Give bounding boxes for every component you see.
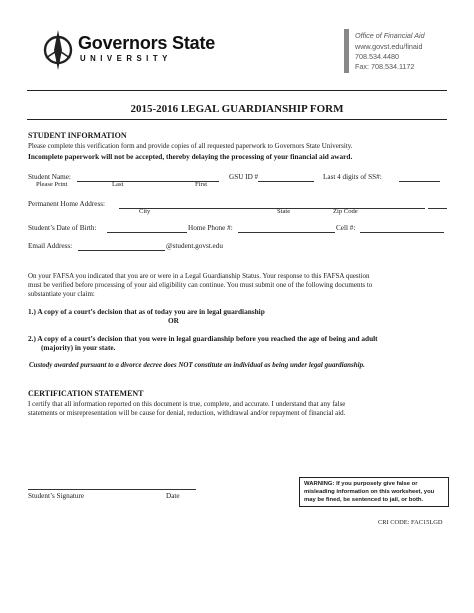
signature-label: Student’s Signature xyxy=(28,492,85,500)
office-fax: Fax: 708.534.1172 xyxy=(355,62,415,71)
signature-field[interactable] xyxy=(28,489,196,490)
warning-line3: may be fined, be sentenced to jail, or both. xyxy=(304,497,424,503)
option-or: OR xyxy=(168,316,179,325)
penalty-warning-box xyxy=(299,477,449,507)
certification-heading: CERTIFICATION STATEMENT xyxy=(28,389,144,398)
fafsa-paragraph-line3: substantiate your claim: xyxy=(28,290,95,298)
form-title: 2015-2016 LEGAL GUARDIANSHIP FORM xyxy=(130,103,344,115)
ssn-label: Last 4 digits of SS#: xyxy=(323,173,382,181)
option-2-line2: (majority) in your state. xyxy=(41,343,116,352)
address-field[interactable] xyxy=(119,208,425,209)
date-label: Date xyxy=(166,492,180,500)
fafsa-paragraph-line1: On your FAFSA you indicated that you are or were in a Legal Guardianship Status. Your response to this FAFSA question xyxy=(28,272,370,280)
state-hint: State xyxy=(277,208,291,215)
office-title: Office of Financial Aid xyxy=(355,31,425,40)
student-info-instructions: Please complete this verification form and provide copies of all requested paperwork to Governors State University. xyxy=(28,142,353,150)
zip-hint: Zip Code xyxy=(333,208,358,215)
header-divider xyxy=(27,90,447,91)
home-phone-field[interactable] xyxy=(238,232,335,233)
dob-field[interactable] xyxy=(107,232,187,233)
student-info-heading: STUDENT INFORMATION xyxy=(28,131,127,140)
student-name-label: Student Name: xyxy=(28,173,71,181)
dob-label: Student’s Date of Birth: xyxy=(28,224,97,232)
please-print-hint: Please Print xyxy=(36,181,68,188)
warning-line1: WARNING: If you purposely give false or xyxy=(304,481,418,487)
email-label: Email Address: xyxy=(28,242,73,250)
gsu-id-label: GSU ID # xyxy=(229,173,259,181)
option-2-line1: 2.) A copy of a court’s decision that you were in legal guardianship before you reached the age of being and adult xyxy=(28,334,378,343)
university-subtitle: UNIVERSITY xyxy=(80,54,172,63)
university-logo xyxy=(40,28,76,72)
office-url: www.govst.edu/finaid xyxy=(355,42,423,51)
incomplete-warning: Incomplete paperwork will not be accepted, thereby delaying the processing of your financial aid award. xyxy=(28,152,353,161)
warning-line2: misleading information on this worksheet, you xyxy=(304,489,435,495)
certification-line2: statements or misrepresentation will be cause for denial, reduction, withdrawal and/or repayment of financial aid. xyxy=(28,409,346,417)
ssn-field[interactable] xyxy=(399,181,440,182)
gsu-id-field[interactable] xyxy=(258,181,314,182)
last-name-hint: Last xyxy=(112,181,124,188)
first-name-hint: First xyxy=(195,181,208,188)
cell-field[interactable] xyxy=(360,232,444,233)
university-logo-icon xyxy=(40,28,76,72)
home-phone-label: Home Phone #: xyxy=(188,224,233,232)
custody-note: Custody awarded pursuant to a divorce decree does NOT constitute an individual as being under legal guardianship. xyxy=(29,361,365,369)
address-label: Permanent Home Address: xyxy=(28,200,106,208)
cri-code: CRI CODE: FAC15LGD xyxy=(378,519,443,526)
email-field[interactable] xyxy=(78,250,165,251)
office-accent-bar xyxy=(344,29,349,73)
cell-label: Cell #: xyxy=(336,224,356,232)
address-field-extra[interactable] xyxy=(428,208,447,209)
certification-line1: I certify that all information reported on this document is true, complete, and accurate. I understand that any false xyxy=(28,400,346,408)
office-phone: 708.534.4480 xyxy=(355,52,399,61)
fafsa-paragraph-line2: must be verified before processing of your aid eligibility can continue. You must submit one of the following documents to xyxy=(28,281,373,289)
email-domain: @student.govst.edu xyxy=(166,242,223,250)
option-1: 1.) A copy of a court’s decision that as of today you are in legal guardianship xyxy=(28,307,265,316)
title-divider xyxy=(27,119,447,120)
university-name: Governors State xyxy=(78,33,216,53)
city-hint: City xyxy=(139,208,151,215)
